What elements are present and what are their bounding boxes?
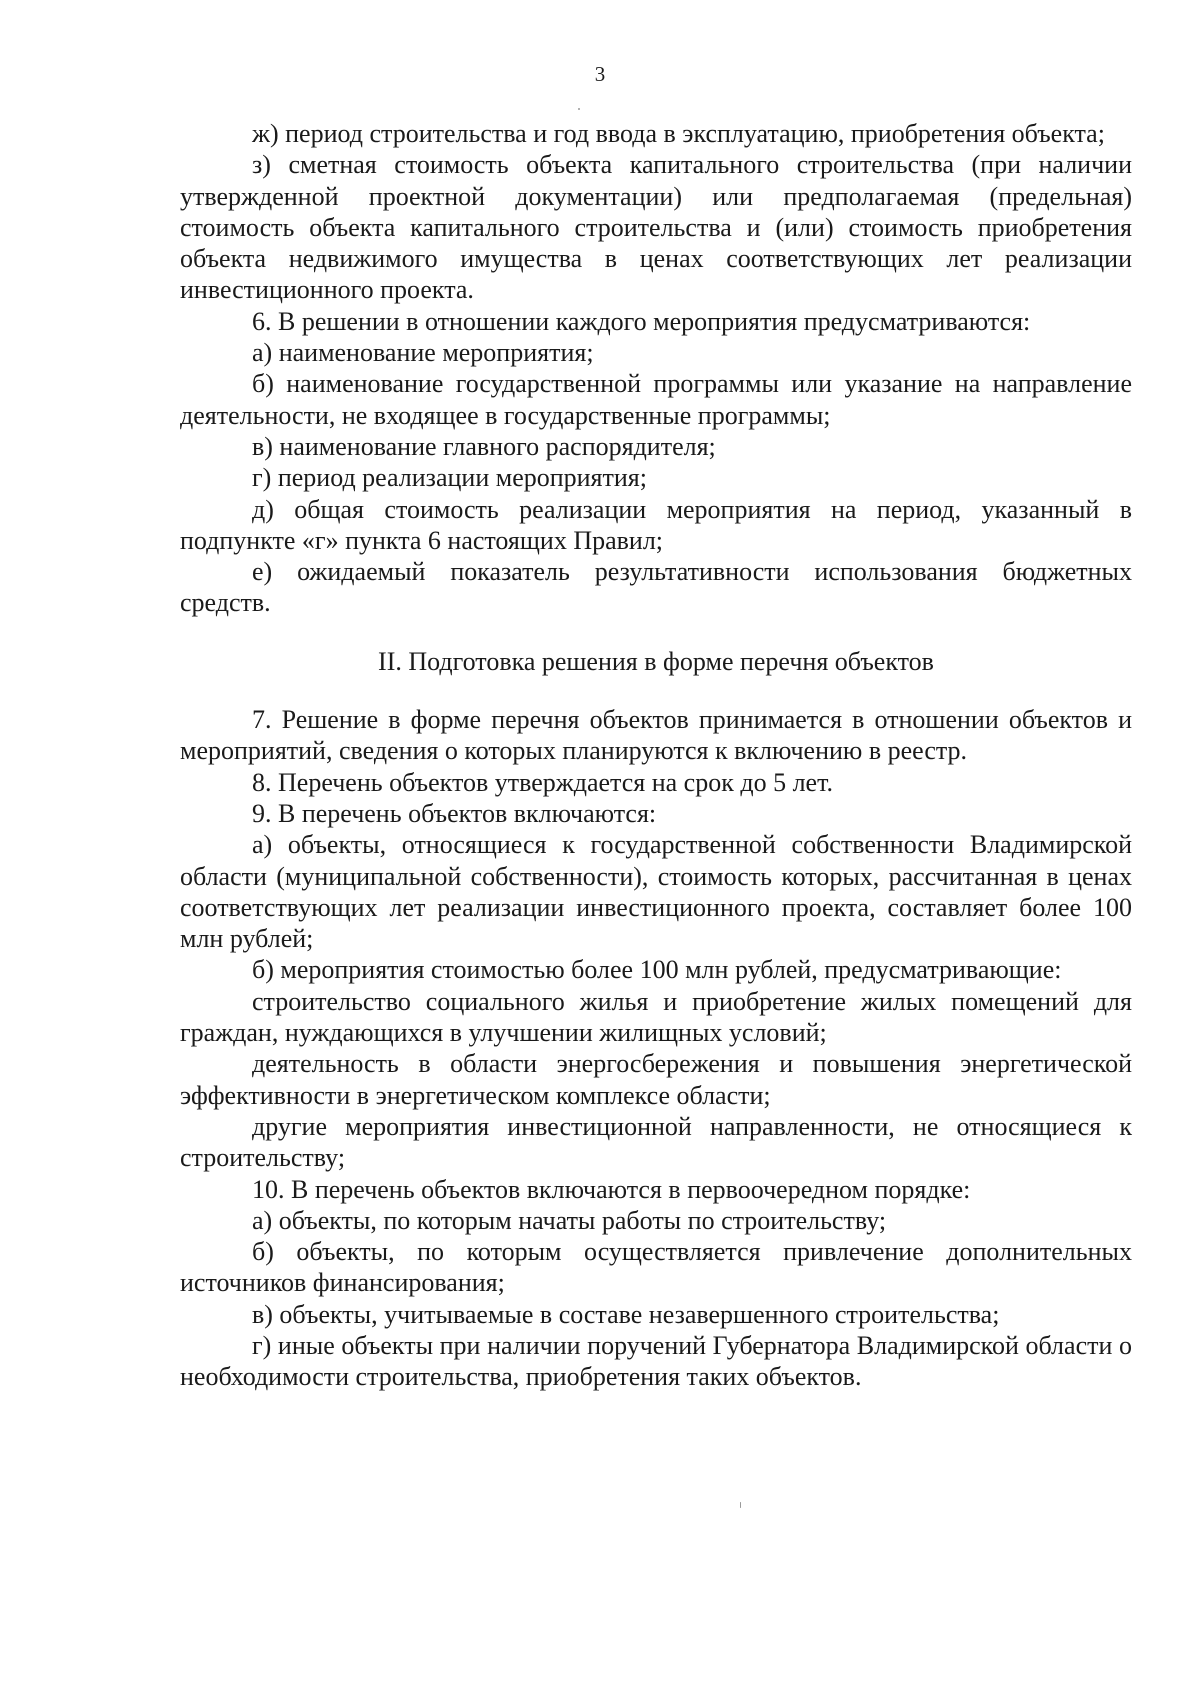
paragraph-10v: в) объекты, учитываемые в составе незавершенного строительства; [252,1299,1000,1329]
paragraph-9a: а) объекты, относящиеся к государственной собственности Владимирской области (муниципальной собственности), стоимость которых, рассчитанная в ценах соответствующих лет реализации инвестиционного проекта, составляет более 100 млн рублей; [180,830,1132,954]
paragraph-z: з) сметная стоимость объекта капитального строительства (при наличии утвержденной проектной документации) или предполагаемая (предельная) стоимость объекта капитального строительства и (или) стоимость приобретения объекта недвижимого имущества в ценах соответствующих лет реализации инвестиционного проекта. [180,150,1132,305]
paragraph-10a: а) объекты, по которым начаты работы по строительству; [252,1205,887,1235]
paragraph-8: 8. Перечень объектов утверждается на срок до 5 лет. [252,767,834,797]
document-body [180,118,1132,1393]
paragraph-10b: б) объекты, по которым осуществляется привлечение дополнительных источников финансирования; [180,1237,1132,1298]
paragraph-6d: д) общая стоимость реализации мероприятия на период, указанный в подпункте «г» пункта 6 настоящих Правил; [180,494,1132,555]
paragraph-7: 7. Решение в форме перечня объектов принимается в отношении объектов и мероприятий, сведения о которых планируются к включению в реестр. [180,705,1132,766]
paragraph-9: 9. В перечень объектов включаются: [252,798,657,828]
section-heading: II. Подготовка решения в форме перечня объектов [378,646,934,676]
paragraph-9b-1: строительство социального жилья и приобретение жилых помещений для граждан, нуждающихся в улучшении жилищных условий; [180,986,1132,1048]
paragraph-9b-2: деятельность в области энергосбережения и повышения энергетической эффективности в энергетическом комплексе области; [180,1049,1132,1110]
scan-speck [578,108,580,110]
paragraph-9b-3: другие мероприятия инвестиционной направленности, не относящиеся к строительству; [180,1111,1132,1173]
paragraph-9b: б) мероприятия стоимостью более 100 млн рублей, предусматривающие: [252,955,1062,985]
paragraph-zh: ж) период строительства и год ввода в эксплуатацию, приобретения объекта; [252,119,1105,148]
paragraph-10: 10. В перечень объектов включаются в первоочередном порядке: [252,1174,971,1204]
paragraph-6a: а) наименование мероприятия; [252,338,594,368]
paragraph-6b: б) наименование государственной программы или указание на направление деятельности, не входящее в государственные программы; [180,369,1132,430]
paragraph-6: 6. В решении в отношении каждого мероприятия предусматриваются: [252,306,1031,336]
paragraph-6v: в) наименование главного распорядителя; [252,431,716,461]
page-number: 3 [594,62,606,86]
paragraph-10g: г) иные объекты при наличии поручений Губернатора Владимирской области о необходимости строительства, приобретения таких объектов. [180,1330,1132,1392]
scan-speck [740,1502,741,1508]
paragraph-6e: е) ожидаемый показатель результативности использования бюджетных средств. [180,557,1132,618]
paragraph-6g: г) период реализации мероприятия; [252,463,647,493]
